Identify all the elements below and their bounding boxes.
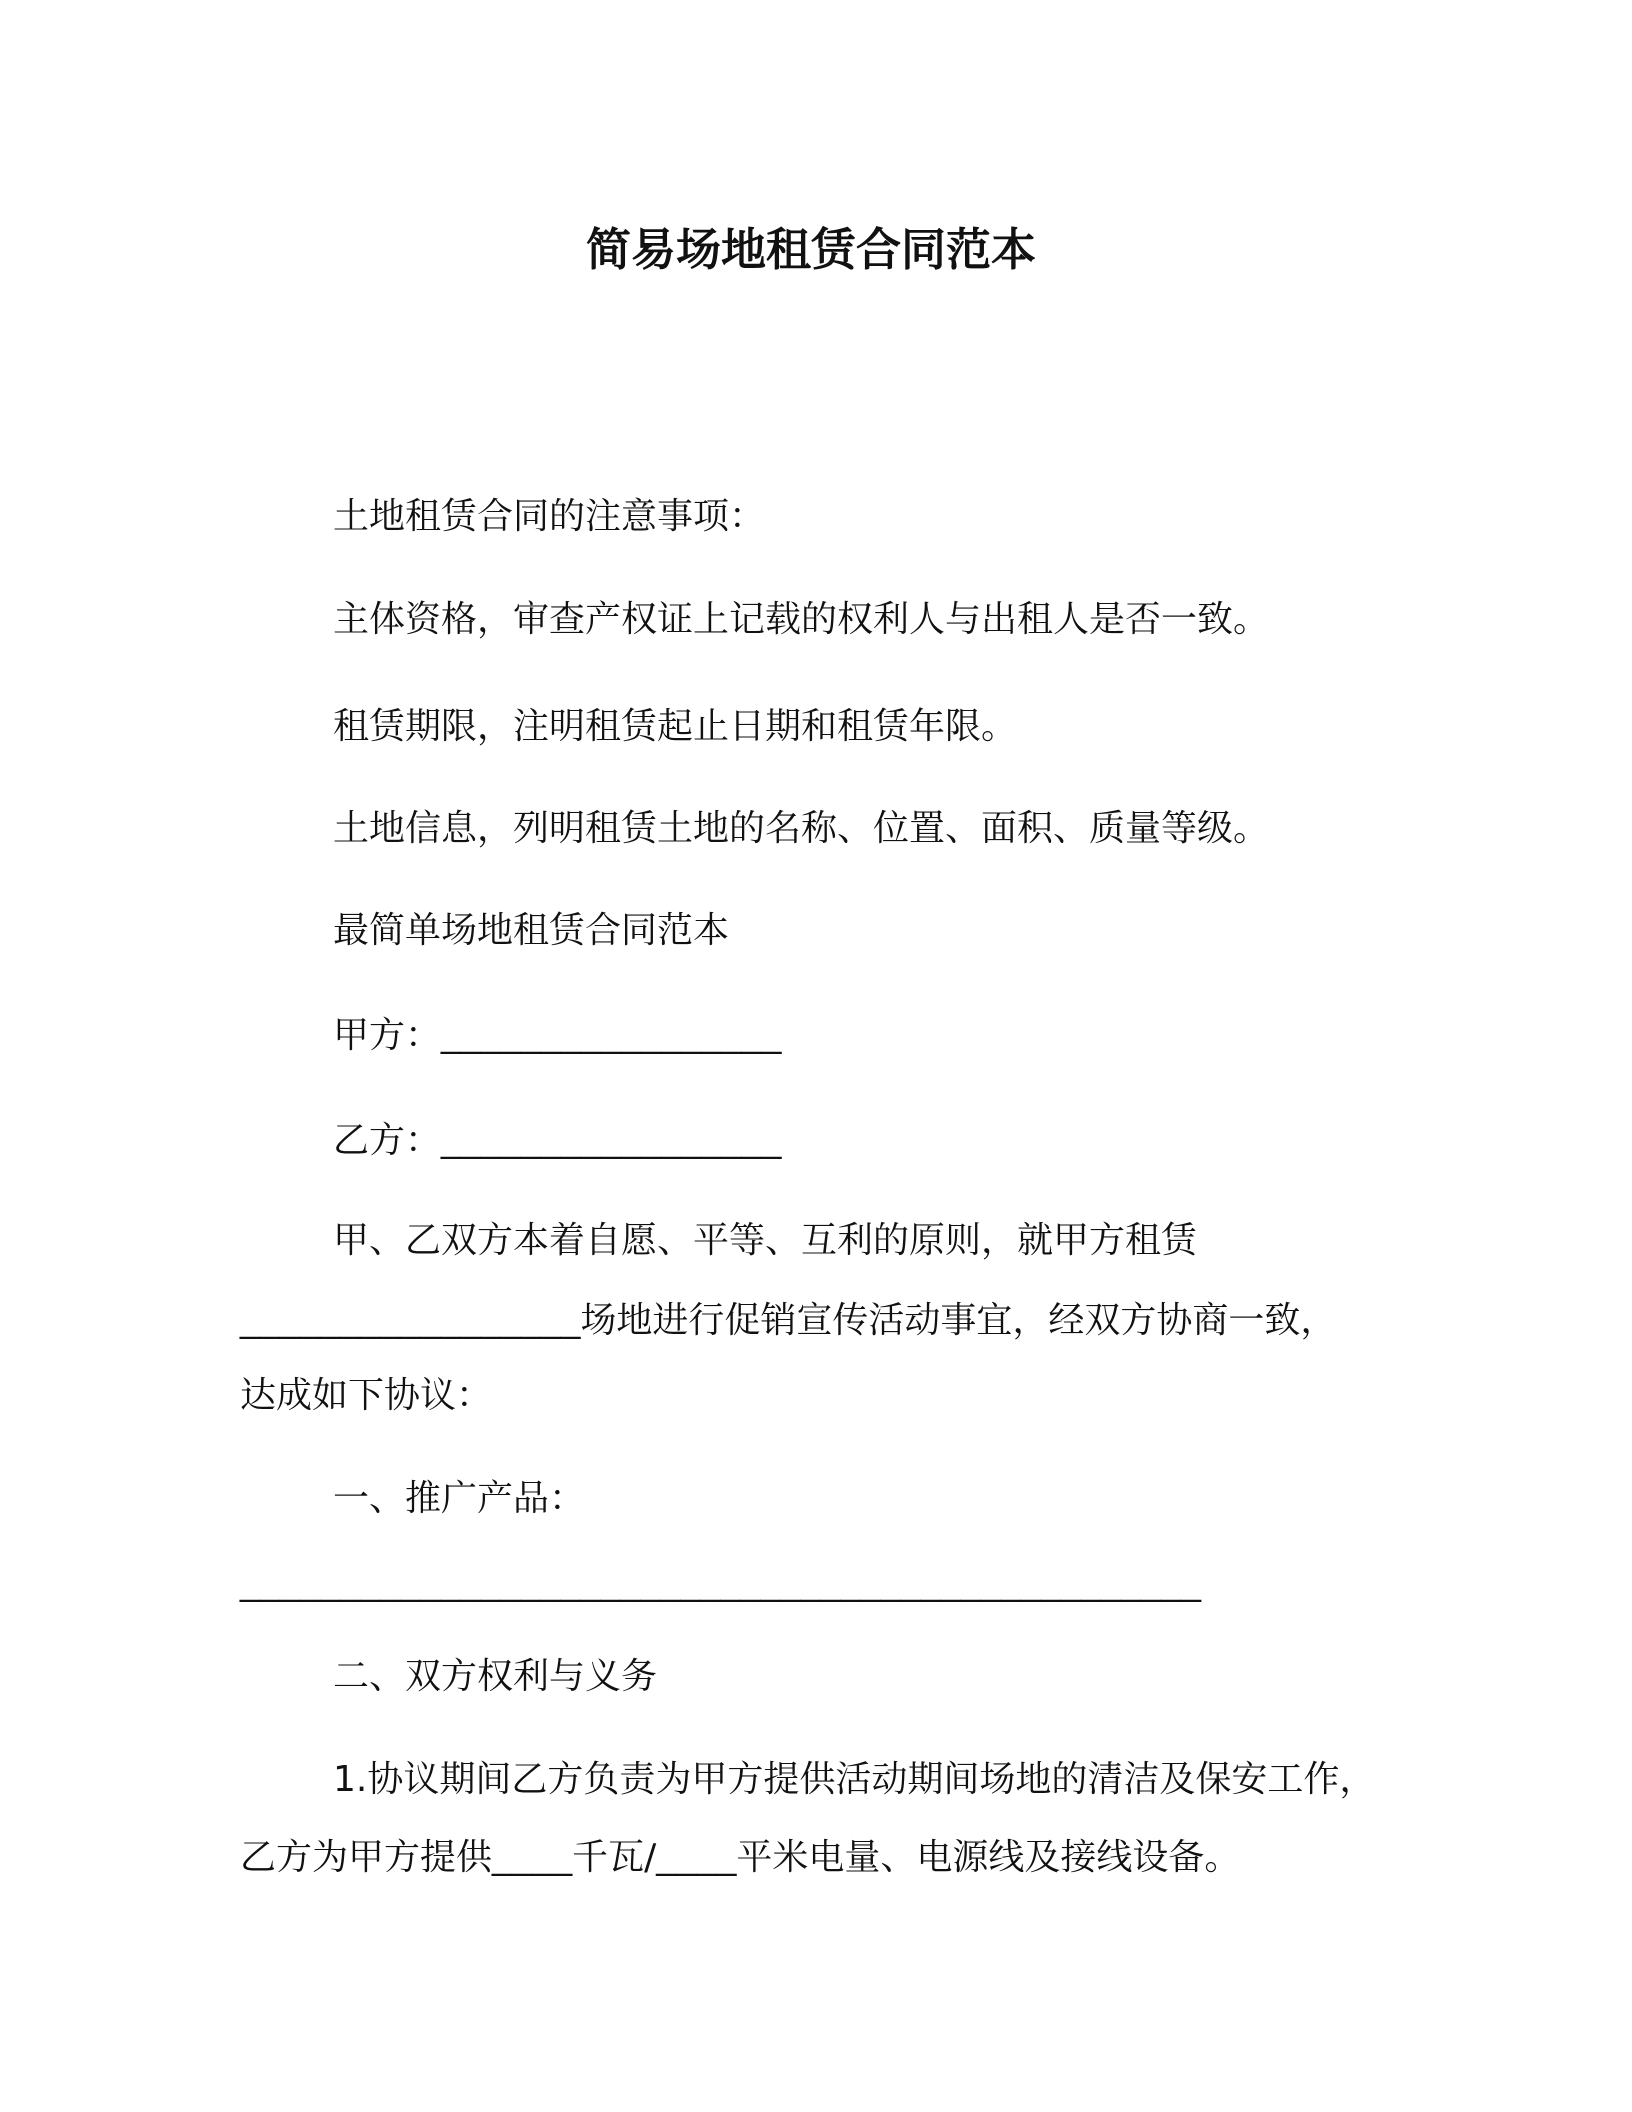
party-a-blank: _________________ (441, 1014, 782, 1055)
note-item: 租赁期限，注明租赁起止日期和租赁年限。 (333, 706, 1018, 747)
clause-1-line-1: 1.协议期间乙方负责为甲方提供活动期间场地的清洁及保安工作， (333, 1759, 1376, 1800)
area-blank: ____ (656, 1836, 737, 1877)
party-a-line (333, 1010, 781, 1061)
section-2-heading: 二、双方权利与义务 (333, 1656, 658, 1697)
party-a-label: 甲方： (333, 1015, 442, 1056)
notes-heading: 土地租赁合同的注意事项： (333, 496, 766, 537)
party-b-blank: _________________ (441, 1119, 782, 1160)
clause-text: 千瓦/ (572, 1837, 657, 1878)
preamble-line-1: 甲、乙双方本着自愿、平等、互利的原则，就甲方租赁 (333, 1220, 1198, 1261)
preamble-line-2 (240, 1295, 1336, 1346)
clause-text: 平米电量、电源线及接线设备。 (736, 1837, 1241, 1878)
power-blank: ____ (492, 1836, 573, 1877)
note-item: 土地信息，列明租赁土地的名称、位置、面积、质量等级。 (333, 808, 1270, 849)
preamble-line-3: 达成如下协议： (240, 1375, 493, 1416)
party-b-line (333, 1115, 781, 1166)
note-item: 主体资格，审查产权证上记载的权利人与出租人是否一致。 (333, 599, 1270, 640)
document-title: 简易场地租赁合同范本 (585, 223, 1036, 276)
venue-blank: _________________ (240, 1299, 581, 1340)
section-1-heading: 一、推广产品： (333, 1478, 586, 1519)
clause-text: 乙方为甲方提供 (240, 1837, 493, 1878)
clause-1-line-2 (240, 1832, 1240, 1883)
subtitle: 最简单场地租赁合同范本 (333, 910, 730, 951)
party-b-label: 乙方： (333, 1120, 442, 1161)
preamble-text: 场地进行促销宣传活动事宜，经双方协商一致， (580, 1300, 1337, 1341)
product-blank: ________________________________________________ (240, 1562, 1202, 1603)
